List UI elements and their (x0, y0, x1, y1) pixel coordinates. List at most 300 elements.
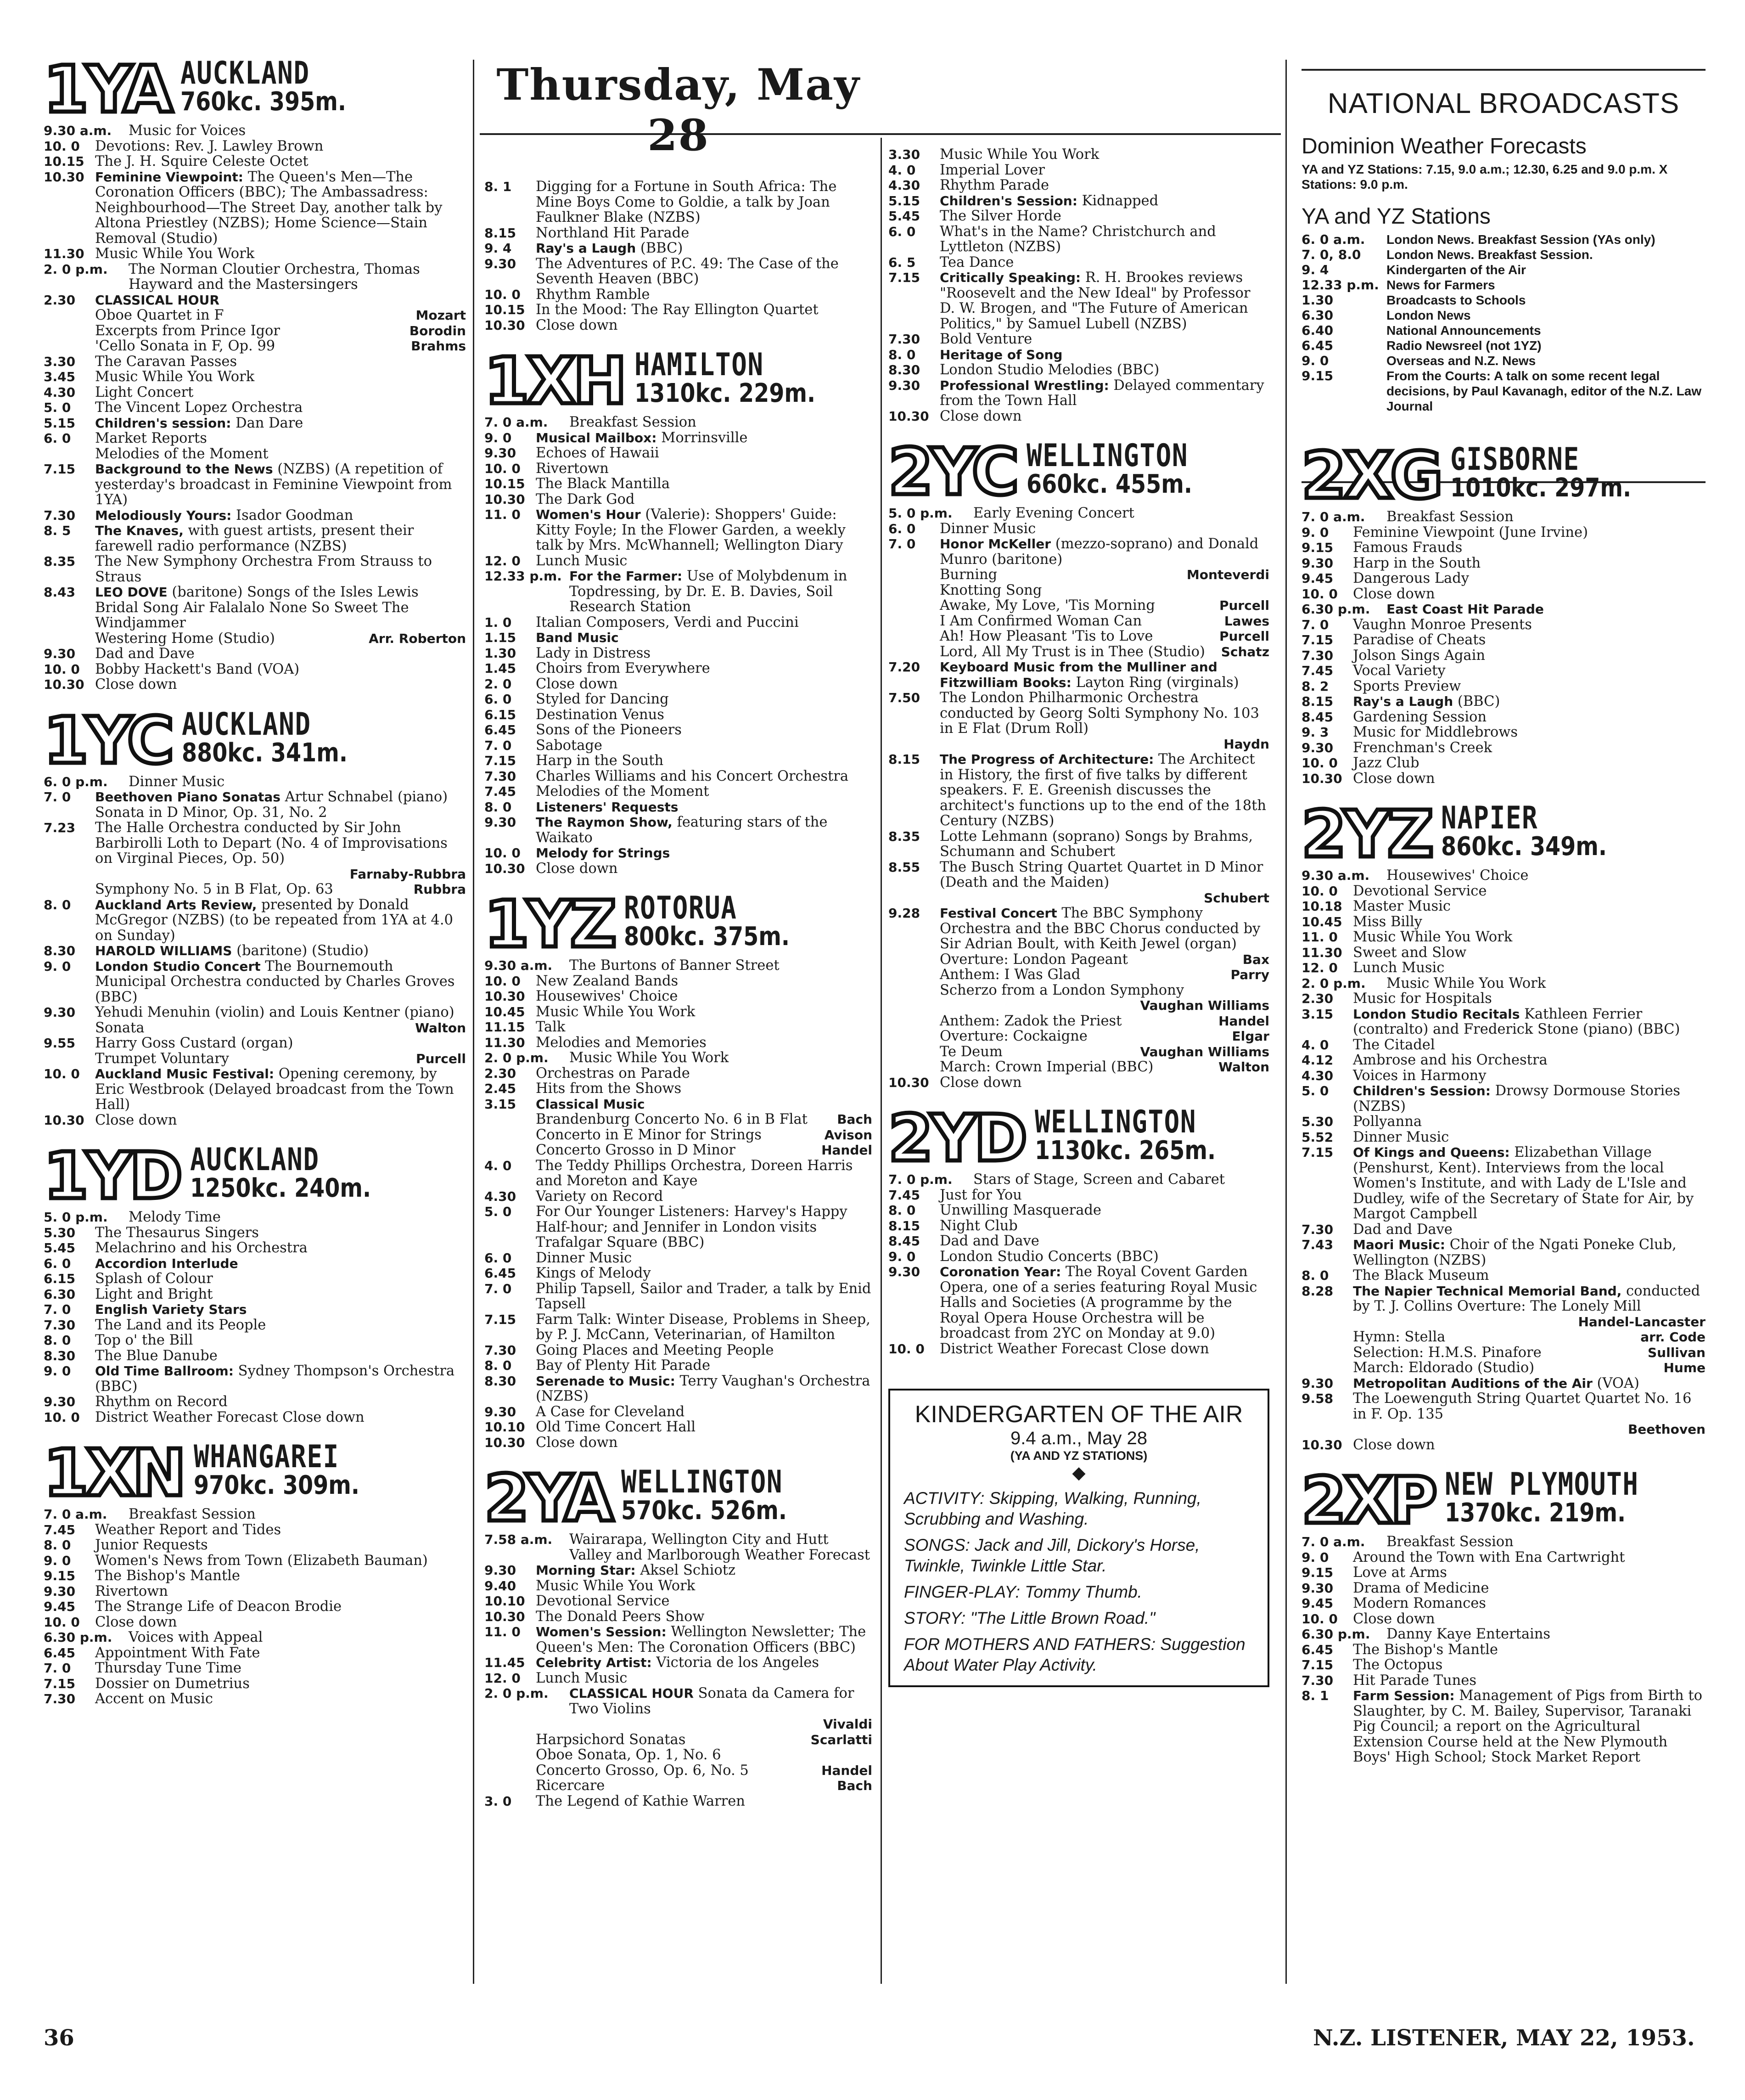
programme-item (1302, 1053, 1706, 1068)
national-item (1302, 368, 1706, 414)
programme-list (484, 179, 872, 333)
programme-text: The Black Mantilla (536, 476, 670, 492)
programme-desc (940, 1233, 1269, 1249)
programme-desc (536, 1563, 872, 1578)
programme-desc (536, 799, 872, 815)
programme-item (44, 1317, 466, 1333)
programme-text: Destination Venus (536, 706, 664, 723)
page-number: 36 (44, 2025, 74, 2051)
programme-item (484, 1097, 872, 1112)
programme-text: Music While You Work (536, 1577, 696, 1594)
programme-desc (940, 1188, 1269, 1203)
programme-desc (1353, 1657, 1706, 1673)
programme-item (1302, 632, 1706, 648)
programme-item (484, 179, 872, 225)
programme-title: Feminine Viewpoint: (95, 169, 243, 185)
programme-item (484, 1563, 872, 1578)
programme-item (1302, 1642, 1706, 1658)
programme-subitem (888, 1044, 1269, 1060)
station-frequency: 860kc. 349m. (1441, 832, 1607, 861)
programme-item (1302, 586, 1706, 602)
programme-desc (1353, 1688, 1706, 1765)
programme-time: 10. 0 (44, 138, 80, 154)
station-city: WELLINGTON (1035, 1104, 1197, 1140)
programme-desc (95, 1537, 466, 1553)
subitem-text: Overture: Cockaigne (940, 1028, 1088, 1044)
programme-text: Sports Preview (1353, 678, 1461, 694)
programme-text: Dangerous Lady (1353, 570, 1469, 586)
programme-subitem (1302, 1360, 1706, 1376)
programme-title: Old Time Ballroom: (95, 1363, 234, 1379)
programme-time: 1.45 (484, 661, 516, 676)
programme-text: London Studio Melodies (BBC) (940, 362, 1160, 378)
programme-text: Harp in the South (1353, 555, 1481, 571)
programme-time: 5.15 (44, 415, 76, 431)
programme-item (888, 332, 1269, 347)
composer: Avison (824, 1127, 872, 1143)
programme-item (44, 677, 466, 692)
programme-item (888, 1172, 1269, 1188)
programme-time: 8.35 (888, 828, 920, 844)
programme-list (888, 1172, 1269, 1357)
programme-time: 6.30 (44, 1286, 76, 1302)
programme-text: Sabotage (536, 737, 602, 754)
programme-text: Devotions: Rev. J. Lawley Brown (95, 138, 324, 154)
programme-time: 10. 0 (44, 1409, 80, 1425)
kindergarten-line: FINGER-PLAY: Tommy Thumb. (904, 1582, 1142, 1601)
programme-time: 8.15 (888, 752, 920, 767)
programme-desc (536, 476, 872, 492)
programme-desc (536, 1624, 872, 1655)
programme-desc (569, 958, 872, 974)
programme-text: Paradise of Cheats (1353, 632, 1486, 648)
programme-text: For Our Younger Listeners: Harvey's Happy Half-hour; and Jennifer in London visits Trafalgar Square (BBC) (536, 1204, 847, 1250)
station-city: AUCKLAND (181, 706, 311, 743)
programme-desc (1353, 884, 1706, 899)
programme-time: 10. 0 (484, 287, 521, 302)
programme-time: 4.12 (1302, 1053, 1334, 1068)
programme-item (1302, 1083, 1706, 1114)
programme-text: Italian Composers, Verdi and Puccini (536, 614, 799, 631)
programme-desc (940, 1341, 1269, 1357)
programme-desc (1353, 1130, 1706, 1145)
station-callsign: 1XH (484, 344, 624, 419)
national-time: 9.15 (1302, 368, 1334, 383)
programme-item (1302, 1581, 1706, 1596)
station-frequency: 800kc. 375m. (624, 922, 790, 951)
programme-text: Styled for Dancing (536, 691, 669, 707)
national-text: London News (1386, 308, 1471, 322)
national-time: 6.40 (1302, 323, 1334, 338)
programme-item (888, 208, 1269, 224)
programme-desc (1353, 1053, 1706, 1068)
programme-text: District Weather Forecast Close down (940, 1340, 1209, 1357)
programme-item (484, 1686, 872, 1717)
programme-desc (95, 554, 466, 585)
programme-desc (536, 630, 872, 646)
programme-text: Close down (1353, 586, 1435, 602)
programme-text: What's in the Name? Christchurch and Lyttleton (NZBS) (940, 223, 1216, 255)
programme-item (484, 287, 872, 303)
programme-time: 7.15 (1302, 1657, 1334, 1672)
programme-text: Harry Goss Custard (organ) (95, 1035, 293, 1051)
programme-list (484, 958, 872, 1450)
programme-desc (940, 829, 1269, 860)
programme-desc (95, 585, 466, 631)
programme-text: Variety on Record (536, 1188, 663, 1205)
programme-text: Appointment With Fate (95, 1644, 260, 1661)
programme-item (484, 1066, 872, 1081)
programme-time: 9.45 (1302, 571, 1334, 586)
programme-desc (95, 1036, 466, 1051)
programme-time: 2. 0 (484, 676, 512, 692)
programme-subitem (44, 338, 466, 354)
programme-item (44, 123, 466, 139)
programme-subitem (888, 598, 1269, 614)
programme-item (44, 774, 466, 790)
programme-time: 8. 1 (1302, 1688, 1329, 1703)
programme-time: 3.15 (1302, 1006, 1334, 1022)
station-header (484, 1461, 872, 1536)
station-info (190, 1144, 403, 1204)
composer: Mozart (415, 308, 466, 323)
programme-title: Auckland Music Festival: (95, 1066, 275, 1081)
programme-item (44, 1240, 466, 1256)
programme-text: Hits from the Shows (536, 1081, 682, 1097)
programme-item (44, 662, 466, 677)
programme-item (44, 400, 466, 416)
programme-desc (1353, 1596, 1706, 1611)
programme-time: 6.30 p.m. (44, 1630, 112, 1645)
programme-time: 12. 0 (1302, 960, 1338, 975)
programme-title: The Napier Technical Memorial Band, (1353, 1283, 1622, 1299)
subitem-text: Concerto in E Minor for Strings (536, 1126, 762, 1143)
programme-time: 10.10 (484, 1419, 525, 1435)
programme-desc (95, 897, 466, 944)
programme-text: Northland Hit Parade (536, 225, 690, 241)
programme-text: Dinner Music (940, 520, 1036, 537)
programme-item (484, 1281, 872, 1312)
programme-desc (940, 147, 1269, 163)
programme-item (44, 820, 466, 867)
programme-desc (1353, 663, 1706, 679)
programme-list (888, 506, 1269, 1090)
programme-time: 9.30 (44, 646, 76, 661)
programme-title: CLASSICAL HOUR (569, 1686, 694, 1701)
programme-desc (940, 332, 1269, 347)
programme-item (484, 507, 872, 553)
programme-subitem (888, 614, 1269, 629)
station-info (1035, 1104, 1248, 1166)
programme-time: 8. 0 (484, 799, 512, 815)
station-callsign: 2XG (1302, 439, 1441, 513)
programme-subitem (888, 1029, 1269, 1044)
programme-time: 10. 0 (1302, 883, 1338, 899)
programme-subitem (888, 1059, 1269, 1075)
station-city: AUCKLAND (190, 1142, 320, 1178)
programme-time: 9.30 (484, 256, 516, 271)
programme-time: 3.30 (888, 147, 920, 162)
programme-time: 8. 0 (44, 897, 71, 912)
programme-time: 7.30 (1302, 1672, 1334, 1688)
programme-desc (536, 1097, 872, 1112)
programme-time: 10.30 (44, 1112, 84, 1128)
programme-item (888, 752, 1269, 829)
composer: Walton (1218, 1059, 1269, 1075)
programme-text: Music While You Work (536, 1003, 696, 1020)
subitem-text: Anthem: Zadok the Priest (940, 1013, 1122, 1029)
programme-time: 1. 0 (484, 614, 512, 630)
composer: Bax (1242, 951, 1269, 967)
programme-text: Hit Parade Tunes (1353, 1672, 1477, 1689)
programme-desc (95, 431, 466, 446)
subitem-text: Anthem: I Was Glad (940, 967, 1081, 983)
programme-text: Splash of Colour (95, 1271, 213, 1287)
programme-desc (536, 615, 872, 631)
programme-time: 9.30 (484, 1563, 516, 1578)
programme-time: 9.28 (888, 906, 920, 921)
subitem-text: Westering Home (Studio) (95, 630, 275, 647)
programme-time: 6. 0 p.m. (44, 774, 108, 789)
programme-title: Melodiously Yours: (95, 507, 232, 523)
programme-item (888, 178, 1269, 193)
programme-title: The Raymon Show, (536, 815, 673, 830)
programme-title: Auckland Arts Review, (95, 897, 257, 912)
programme-text: Harp in the South (536, 753, 664, 769)
programme-item (1302, 1114, 1706, 1130)
programme-time: 9. 0 (888, 1249, 916, 1264)
programme-title: Keyboard Music from the Mulliner and Fitzwilliam Books: (940, 659, 1218, 690)
programme-desc (536, 1281, 872, 1312)
programme-item (484, 1189, 872, 1205)
programme-title: Melody for Strings (536, 845, 670, 861)
programme-list (44, 1210, 466, 1425)
programme-item (1302, 1657, 1706, 1673)
programme-text: The Architect in History, the first of five talks by different speakers. F. E. Greenish discusses the architect's functions up to the end of the 18th Century (NZBS) (940, 751, 1267, 829)
programme-text: The Vincent Lopez Orchestra (95, 400, 303, 416)
programme-text: Aksel Schiotz (640, 1562, 736, 1578)
programme-desc (940, 163, 1269, 178)
composer: Rubbra (413, 882, 466, 897)
programme-item (1302, 694, 1706, 709)
programme-item (44, 369, 466, 385)
programme-item (1302, 899, 1706, 914)
programme-item (484, 1266, 872, 1281)
programme-time: 10. 0 (1302, 755, 1338, 771)
programme-desc (95, 1287, 466, 1302)
programme-text: Just for You (940, 1187, 1022, 1203)
programme-subitem (888, 998, 1269, 1013)
programme-desc (1353, 945, 1706, 961)
programme-time: 10.15 (484, 476, 525, 491)
programme-item (1302, 1130, 1706, 1145)
programme-item (888, 224, 1269, 255)
programme-subitem (888, 644, 1269, 660)
programme-item (888, 1341, 1269, 1357)
subitem-text: Melodies of the Moment (95, 445, 269, 462)
programme-item (484, 1374, 872, 1404)
programme-item (1302, 1534, 1706, 1550)
programme-item (44, 385, 466, 400)
programme-text: Terry Vaughan's Orchestra (NZBS) (536, 1373, 870, 1404)
programme-text: Dinner Music (1353, 1129, 1449, 1145)
programme-time: 4. 0 (484, 1158, 512, 1173)
programme-text: Morrinsville (661, 429, 748, 446)
programme-time: 7.15 (1302, 632, 1334, 647)
programme-desc (536, 1189, 872, 1205)
national-text: News for Farmers (1386, 278, 1495, 292)
programme-desc (95, 1645, 466, 1661)
programme-text: Sweet and Slow (1353, 944, 1467, 961)
programme-desc (536, 692, 872, 707)
programme-text: Choir of the Ngati Poneke Club, Wellington (NZBS) (1353, 1237, 1677, 1268)
programme-text: The Burtons of Banner Street (569, 957, 780, 974)
programme-item (888, 1218, 1269, 1234)
programme-item (1302, 617, 1706, 633)
column-3 (888, 147, 1269, 1687)
programme-time: 7.45 (888, 1187, 920, 1203)
programme-time: 2. 0 p.m. (1302, 975, 1366, 991)
programme-time: 6. 0 (44, 1255, 71, 1271)
programme-item (484, 738, 872, 754)
programme-desc (940, 362, 1269, 378)
subitem-text: Awake, My Love, 'Tis Morning (940, 597, 1155, 614)
programme-item (1302, 1007, 1706, 1037)
programme-text: Breakfast Session (1386, 509, 1514, 525)
programme-desc (1353, 1284, 1706, 1314)
programme-desc (536, 225, 872, 241)
programme-desc (536, 784, 872, 799)
programme-time: 10. 0 (484, 845, 521, 861)
programme-text: The Loewenguth String Quartet Quartet No. 16 in F. Op. 135 (1353, 1391, 1692, 1422)
date-header: Thursday, May 28 (496, 60, 860, 161)
composer: Handel (1218, 1013, 1269, 1029)
programme-title: Children's Session: (1353, 1083, 1491, 1098)
programme-item (1302, 868, 1706, 884)
programme-desc (95, 354, 466, 370)
programme-item (888, 193, 1269, 209)
programme-desc (940, 378, 1269, 409)
programme-item (484, 430, 872, 446)
programme-title: Beethoven Piano Sonatas (95, 789, 281, 805)
programme-time: 4. 0 (1302, 1037, 1329, 1053)
programme-text: Drama of Medicine (1353, 1580, 1489, 1596)
programme-desc (536, 461, 872, 477)
national-time: 9. 0 (1302, 353, 1329, 368)
programme-desc (1353, 1565, 1706, 1581)
programme-title: Coronation Year: (940, 1264, 1061, 1279)
composer: Haydn (1223, 736, 1269, 752)
programme-desc (536, 1593, 872, 1609)
station-spacer (1302, 1765, 1706, 1779)
programme-time: 7.30 (44, 507, 76, 523)
programme-text: The Bournemouth Municipal Orchestra conducted by Charles Groves (BBC) (95, 958, 455, 1005)
programme-item (44, 169, 466, 247)
programme-time: 8. 1 (484, 179, 512, 194)
programme-time: 7.15 (44, 462, 76, 477)
programme-time: 7.15 (1302, 1145, 1334, 1160)
programme-time: 9. 0 (44, 958, 71, 974)
programme-subitem (44, 446, 466, 462)
programme-desc (1353, 899, 1706, 914)
programme-title: CLASSICAL HOUR (95, 292, 219, 308)
station-frequency: 1370kc. 219m. (1444, 1498, 1626, 1528)
programme-item (484, 1035, 872, 1051)
programme-time: 10. 0 (484, 461, 521, 476)
programme-item (484, 615, 872, 631)
programme-time: 10.30 (484, 989, 525, 1004)
programme-title: Women's Session: (536, 1624, 667, 1639)
programme-item (44, 1584, 466, 1599)
programme-time: 2.45 (484, 1081, 516, 1096)
programme-desc (1353, 1007, 1706, 1037)
programme-time: 4.30 (1302, 1068, 1334, 1083)
programme-desc (95, 1066, 466, 1113)
subitem-text: Overture: London Pageant (940, 951, 1128, 968)
programme-item (888, 362, 1269, 378)
programme-desc (95, 462, 466, 508)
programme-title: Musical Mailbox: (536, 430, 657, 445)
station-callsign: 1YC (44, 703, 172, 778)
programme-item (44, 154, 466, 169)
programme-item (1302, 1627, 1706, 1642)
programme-desc (95, 677, 466, 692)
programme-time: 10.45 (1302, 914, 1342, 929)
programme-desc (940, 1203, 1269, 1218)
station-frequency: 880kc. 341m. (181, 738, 348, 768)
programme-title: Heritage of Song (940, 347, 1063, 362)
programme-desc (1353, 1083, 1706, 1114)
programme-desc (1353, 1222, 1706, 1238)
programme-text: Voices with Appeal (129, 1629, 263, 1645)
programme-time: 6.45 (1302, 1642, 1334, 1657)
programme-text: The Royal Covent Garden Opera, one of a series featuring Royal Music Halls and Societies (A programme by the Royal Opera House Orchestra will be broadcast from 2YC on Monday at 9.0) (940, 1264, 1257, 1341)
programme-text: The Dark God (536, 491, 635, 507)
programme-time: 10. 0 (1302, 1611, 1338, 1627)
programme-item (888, 906, 1269, 952)
programme-list (1302, 1534, 1706, 1765)
programme-time: 11. 0 (484, 507, 521, 522)
programme-item (484, 1312, 872, 1343)
programme-text: The New Symphony Orchestra From Strauss to Straus (95, 553, 432, 585)
station-callsign: 1YZ (484, 887, 614, 962)
programme-time: 4. 0 (888, 162, 916, 178)
programme-time: 8. 2 (1302, 678, 1329, 694)
programme-desc (940, 270, 1269, 332)
programme-time: 4.30 (44, 384, 76, 400)
programme-time: 8.35 (44, 554, 76, 569)
programme-time: 9.30 (1302, 1375, 1334, 1391)
programme-desc (1353, 586, 1706, 602)
station-callsign: 2YD (888, 1101, 1025, 1176)
programme-time: 7.15 (484, 753, 516, 768)
programme-text: with guest artists, present their farewell radio performance (NZBS) (95, 523, 414, 554)
programme-desc (940, 178, 1269, 193)
programme-time: 9. 0 (44, 1363, 71, 1379)
programme-text: Close down (536, 1434, 618, 1451)
programme-item (484, 646, 872, 661)
programme-time: 9. 0 (1302, 1549, 1329, 1565)
programme-desc (1353, 632, 1706, 648)
programme-item (44, 1691, 466, 1707)
programme-desc (1353, 1611, 1706, 1627)
programme-time: 2. 0 p.m. (44, 261, 108, 277)
programme-time: 8. 0 (484, 1358, 512, 1373)
programme-subitem (1302, 1329, 1706, 1345)
programme-text: Close down (95, 1614, 177, 1630)
programme-desc (95, 169, 466, 247)
programme-desc (95, 508, 466, 524)
